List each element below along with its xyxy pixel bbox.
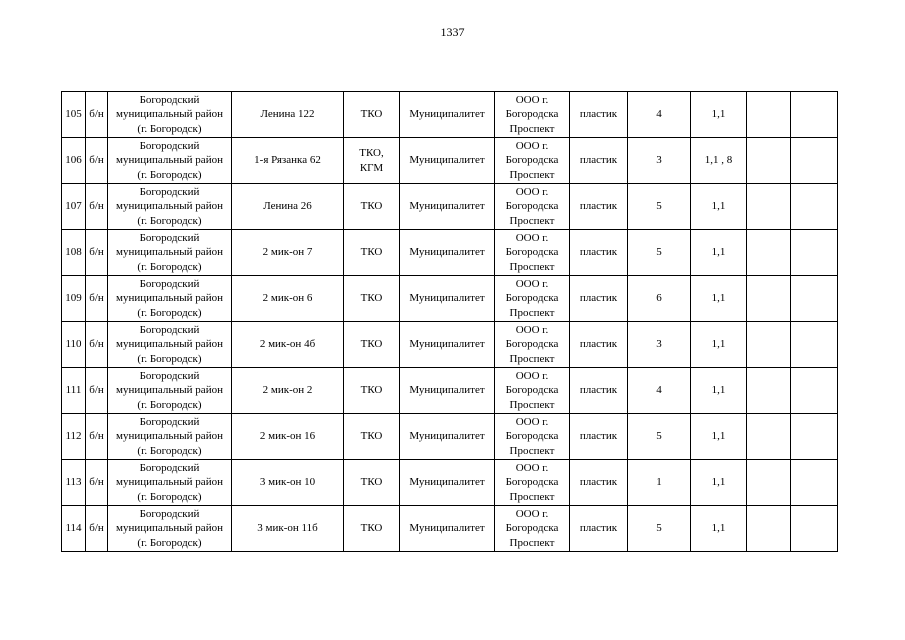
table-row	[62, 184, 838, 230]
waste-type-cell	[344, 322, 400, 368]
district-cell-line: муниципальный район	[116, 522, 223, 535]
district-cell	[108, 506, 232, 552]
operator-cell-line: Проспект	[509, 306, 555, 319]
empty-cell	[747, 414, 791, 460]
district-cell	[108, 138, 232, 184]
operator-cell-line: Богородска	[505, 338, 559, 351]
operator-cell-line: Проспект	[509, 490, 555, 503]
operator-cell-line: ООО г.	[515, 185, 549, 198]
owner-cell: Муниципалитет	[400, 184, 495, 230]
owner-cell: Муниципалитет	[400, 414, 495, 460]
empty-cell	[791, 276, 838, 322]
operator-cell	[495, 414, 570, 460]
table-row	[62, 506, 838, 552]
district-cell-line: (г. Богородск)	[137, 168, 202, 181]
waste-type-cell	[344, 184, 400, 230]
district-cell-line: Богородский	[139, 507, 200, 520]
operator-cell-line: Проспект	[509, 122, 555, 135]
waste-type-cell	[344, 92, 400, 138]
operator-cell-line: ООО г.	[515, 277, 549, 290]
operator-cell-line: ООО г.	[515, 231, 549, 244]
table-row	[62, 276, 838, 322]
registration-number: б/н	[86, 138, 108, 184]
address-cell: 2 мик-он 2	[232, 368, 344, 414]
address-cell: 2 мик-он 7	[232, 230, 344, 276]
district-cell-line: (г. Богородск)	[137, 260, 202, 273]
operator-cell	[495, 368, 570, 414]
operator-cell-line: Богородска	[505, 522, 559, 535]
district-cell-line: Богородский	[139, 323, 200, 336]
waste-type-cell	[344, 414, 400, 460]
material-cell: пластик	[570, 506, 628, 552]
container-count-cell: 3	[628, 138, 691, 184]
registration-number: б/н	[86, 460, 108, 506]
operator-cell-line: Проспект	[509, 214, 555, 227]
district-cell-line: Богородский	[139, 139, 200, 152]
table-row	[62, 368, 838, 414]
district-cell-line: муниципальный район	[116, 430, 223, 443]
address-cell: 2 мик-он 16	[232, 414, 344, 460]
empty-cell	[791, 506, 838, 552]
operator-cell-line: Проспект	[509, 352, 555, 365]
owner-cell: Муниципалитет	[400, 506, 495, 552]
district-cell-line: Богородский	[139, 93, 200, 106]
container-count-cell: 5	[628, 414, 691, 460]
row-number: 111	[62, 368, 86, 414]
container-count-cell: 4	[628, 368, 691, 414]
material-cell: пластик	[570, 368, 628, 414]
district-cell-line: (г. Богородск)	[137, 352, 202, 365]
waste-type-cell	[344, 230, 400, 276]
district-cell-line: муниципальный район	[116, 292, 223, 305]
empty-cell	[791, 92, 838, 138]
container-volume-cell: 1,1	[691, 230, 747, 276]
address-cell: 1-я Рязанка 62	[232, 138, 344, 184]
operator-cell-line: Богородска	[505, 246, 559, 259]
district-cell-line: Богородский	[139, 461, 200, 474]
container-volume-cell: 1,1	[691, 414, 747, 460]
address-cell: 3 мик-он 11б	[232, 506, 344, 552]
material-cell: пластик	[570, 414, 628, 460]
container-count-cell: 1	[628, 460, 691, 506]
operator-cell-line: ООО г.	[515, 139, 549, 152]
waste-type-cell-line: ТКО	[360, 292, 383, 305]
district-cell-line: Богородский	[139, 231, 200, 244]
empty-cell	[791, 414, 838, 460]
container-volume-cell: 1,1	[691, 506, 747, 552]
row-number: 108	[62, 230, 86, 276]
district-cell	[108, 460, 232, 506]
table-row	[62, 138, 838, 184]
waste-type-cell-line: ТКО	[360, 384, 383, 397]
container-volume-cell: 1,1 , 8	[691, 138, 747, 184]
operator-cell-line: ООО г.	[515, 323, 549, 336]
district-cell-line: (г. Богородск)	[137, 398, 202, 411]
owner-cell: Муниципалитет	[400, 368, 495, 414]
owner-cell: Муниципалитет	[400, 322, 495, 368]
empty-cell	[747, 322, 791, 368]
waste-type-cell-line: ТКО	[360, 108, 383, 121]
registration-number: б/н	[86, 92, 108, 138]
row-number: 106	[62, 138, 86, 184]
empty-cell	[747, 276, 791, 322]
waste-type-cell-line: ТКО	[360, 430, 383, 443]
container-volume-cell: 1,1	[691, 322, 747, 368]
operator-cell-line: ООО г.	[515, 415, 549, 428]
address-cell: Ленина 122	[232, 92, 344, 138]
district-cell-line: (г. Богородск)	[137, 536, 202, 549]
waste-type-cell	[344, 506, 400, 552]
address-cell: Ленина 26	[232, 184, 344, 230]
material-cell: пластик	[570, 322, 628, 368]
owner-cell: Муниципалитет	[400, 276, 495, 322]
container-volume-cell: 1,1	[691, 184, 747, 230]
table-row	[62, 92, 838, 138]
operator-cell	[495, 322, 570, 368]
operator-cell-line: ООО г.	[515, 461, 549, 474]
container-count-cell: 6	[628, 276, 691, 322]
waste-type-cell-line: ТКО,	[359, 147, 384, 159]
operator-cell-line: Богородска	[505, 430, 559, 443]
district-cell-line: муниципальный район	[116, 246, 223, 259]
container-volume-cell: 1,1	[691, 92, 747, 138]
registration-number: б/н	[86, 368, 108, 414]
waste-type-cell-line: КГМ	[359, 161, 384, 174]
container-count-cell: 5	[628, 230, 691, 276]
operator-cell-line: ООО г.	[515, 507, 549, 520]
district-cell-line: (г. Богородск)	[137, 490, 202, 503]
table-body	[62, 92, 838, 552]
operator-cell	[495, 230, 570, 276]
table-row	[62, 460, 838, 506]
operator-cell	[495, 460, 570, 506]
operator-cell-line: Богородска	[505, 476, 559, 489]
empty-cell	[747, 460, 791, 506]
owner-cell: Муниципалитет	[400, 460, 495, 506]
district-cell-line: муниципальный район	[116, 338, 223, 351]
row-number: 110	[62, 322, 86, 368]
owner-cell: Муниципалитет	[400, 230, 495, 276]
operator-cell-line: ООО г.	[515, 93, 549, 106]
district-cell	[108, 184, 232, 230]
operator-cell-line: Проспект	[509, 260, 555, 273]
district-cell-line: (г. Богородск)	[137, 444, 202, 457]
waste-type-cell-line: ТКО	[360, 338, 383, 351]
empty-cell	[791, 230, 838, 276]
district-cell	[108, 276, 232, 322]
container-volume-cell: 1,1	[691, 368, 747, 414]
district-cell-line: муниципальный район	[116, 200, 223, 213]
material-cell: пластик	[570, 184, 628, 230]
operator-cell	[495, 92, 570, 138]
table-row	[62, 230, 838, 276]
container-count-cell: 5	[628, 184, 691, 230]
container-sites-table	[61, 91, 838, 552]
material-cell: пластик	[570, 92, 628, 138]
district-cell	[108, 414, 232, 460]
empty-cell	[747, 506, 791, 552]
owner-cell: Муниципалитет	[400, 138, 495, 184]
district-cell-line: муниципальный район	[116, 476, 223, 489]
row-number: 109	[62, 276, 86, 322]
district-cell-line: муниципальный район	[116, 384, 223, 397]
waste-type-cell-line: ТКО	[360, 246, 383, 259]
table-row	[62, 322, 838, 368]
waste-type-cell	[344, 460, 400, 506]
operator-cell	[495, 138, 570, 184]
operator-cell-line: Богородска	[505, 108, 559, 121]
container-count-cell: 5	[628, 506, 691, 552]
district-cell-line: Богородский	[139, 415, 200, 428]
container-count-cell: 4	[628, 92, 691, 138]
registration-number: б/н	[86, 414, 108, 460]
material-cell: пластик	[570, 230, 628, 276]
address-cell: 3 мик-он 10	[232, 460, 344, 506]
empty-cell	[791, 184, 838, 230]
district-cell-line: Богородский	[139, 185, 200, 198]
registration-number: б/н	[86, 322, 108, 368]
container-volume-cell: 1,1	[691, 276, 747, 322]
waste-type-cell-line: ТКО	[360, 522, 383, 535]
empty-cell	[791, 322, 838, 368]
empty-cell	[747, 230, 791, 276]
operator-cell-line: Проспект	[509, 398, 555, 411]
waste-type-cell	[344, 368, 400, 414]
address-cell: 2 мик-он 4б	[232, 322, 344, 368]
waste-type-cell-line: ТКО	[360, 200, 383, 213]
empty-cell	[747, 368, 791, 414]
district-cell-line: Богородский	[139, 369, 200, 382]
empty-cell	[791, 460, 838, 506]
operator-cell-line: Богородска	[505, 154, 559, 167]
district-cell	[108, 230, 232, 276]
material-cell: пластик	[570, 276, 628, 322]
row-number: 114	[62, 506, 86, 552]
registration-number: б/н	[86, 276, 108, 322]
district-cell-line: (г. Богородск)	[137, 306, 202, 319]
operator-cell-line: Богородска	[505, 384, 559, 397]
operator-cell-line: Проспект	[509, 444, 555, 457]
district-cell-line: муниципальный район	[116, 154, 223, 167]
operator-cell-line: Проспект	[509, 536, 555, 549]
empty-cell	[791, 138, 838, 184]
container-count-cell: 3	[628, 322, 691, 368]
empty-cell	[747, 138, 791, 184]
operator-cell-line: Проспект	[509, 168, 555, 181]
operator-cell-line: Богородска	[505, 292, 559, 305]
registration-number: б/н	[86, 230, 108, 276]
table-row	[62, 414, 838, 460]
owner-cell: Муниципалитет	[400, 92, 495, 138]
material-cell: пластик	[570, 138, 628, 184]
district-cell	[108, 322, 232, 368]
container-volume-cell: 1,1	[691, 460, 747, 506]
district-cell	[108, 92, 232, 138]
operator-cell	[495, 506, 570, 552]
operator-cell-line: ООО г.	[515, 369, 549, 382]
district-cell-line: Богородский	[139, 277, 200, 290]
row-number: 113	[62, 460, 86, 506]
waste-type-cell	[344, 276, 400, 322]
registration-number: б/н	[86, 506, 108, 552]
district-cell-line: муниципальный район	[116, 108, 223, 121]
row-number: 107	[62, 184, 86, 230]
address-cell: 2 мик-он 6	[232, 276, 344, 322]
page-number: 1337	[440, 25, 465, 39]
empty-cell	[747, 184, 791, 230]
empty-cell	[791, 368, 838, 414]
district-cell-line: (г. Богородск)	[137, 214, 202, 227]
waste-type-cell-line: ТКО	[360, 476, 383, 489]
operator-cell-line: Богородска	[505, 200, 559, 213]
operator-cell	[495, 276, 570, 322]
district-cell-line: (г. Богородск)	[137, 122, 202, 135]
waste-type-cell	[344, 138, 400, 184]
empty-cell	[747, 92, 791, 138]
registration-number: б/н	[86, 184, 108, 230]
operator-cell	[495, 184, 570, 230]
district-cell	[108, 368, 232, 414]
row-number: 112	[62, 414, 86, 460]
row-number: 105	[62, 92, 86, 138]
material-cell: пластик	[570, 460, 628, 506]
